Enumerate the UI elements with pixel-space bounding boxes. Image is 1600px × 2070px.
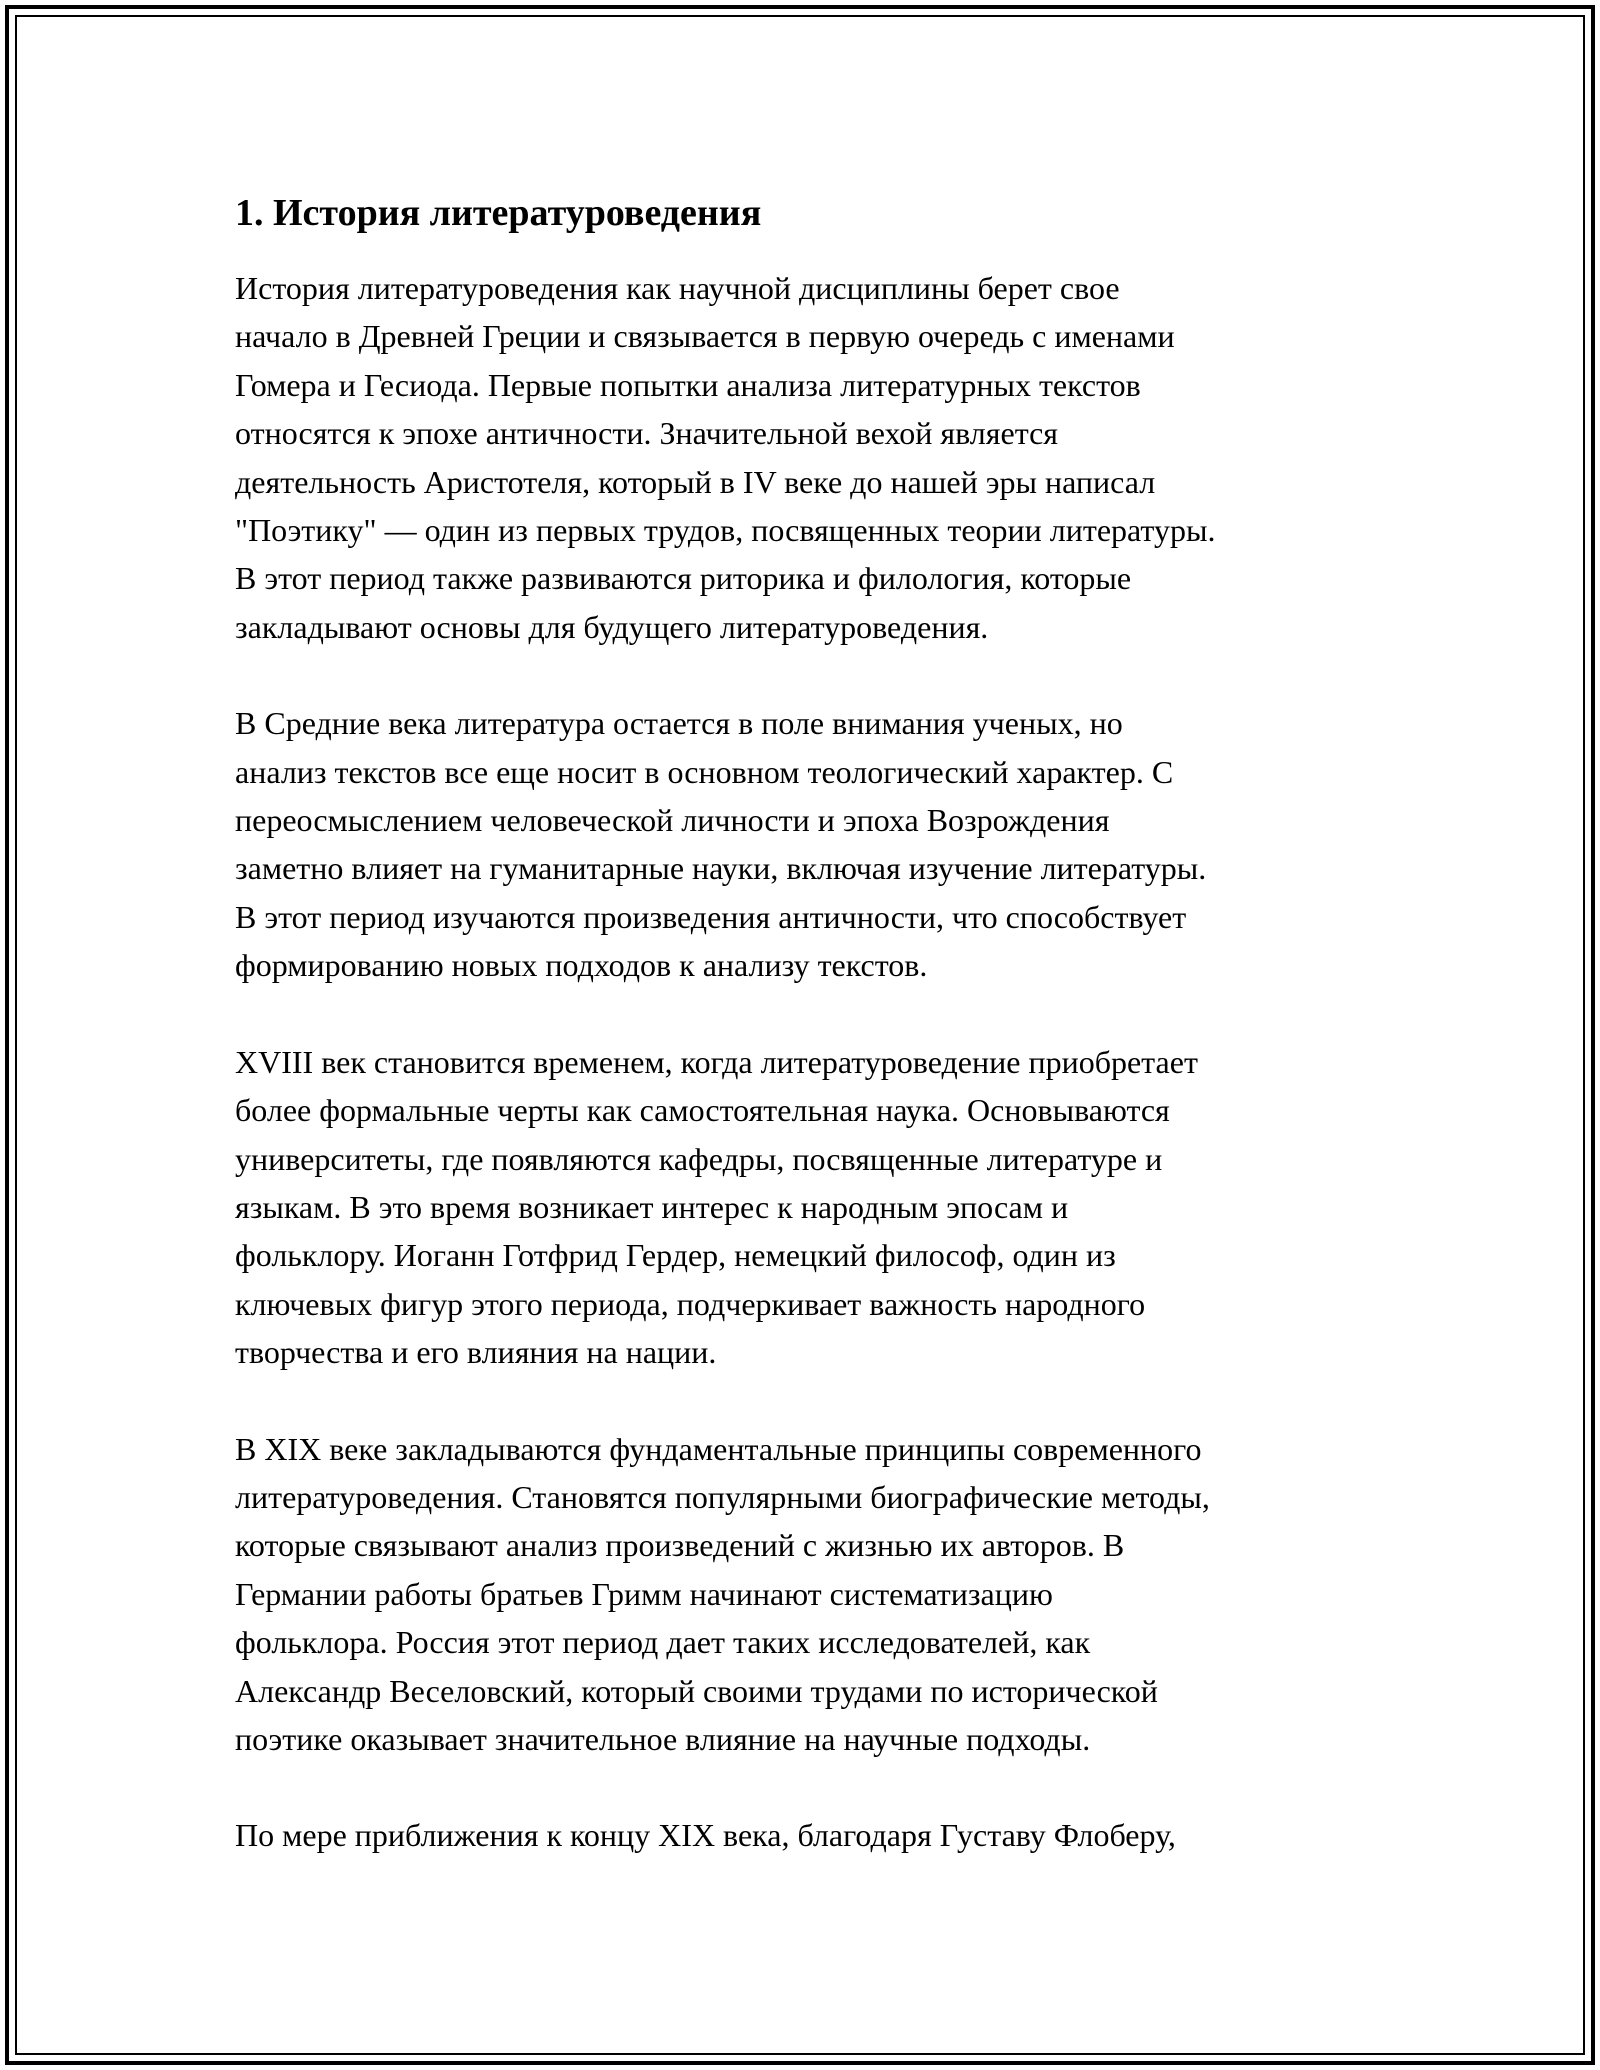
- section-heading: 1. История литературоведения: [235, 192, 762, 234]
- paragraph-middle-ages: В Средние века литература остается в поле внимания ученых, но анализ текстов все еще носит в основном теологический характер. С переосмыслением человеческой личности и эпоха Возрождения заметно влияет на гуманитарные науки, включая изучение литературы. В этот период изучаются произведения античности, что способствует формированию новых подходов к анализу текстов.: [235, 705, 1207, 984]
- paragraph-18th-century: XVIII век становится временем, когда литературоведение приобретает более формальные черты как самостоятельная наука. Основываются университеты, где появляются кафедры, посвященные литературе и языкам. В это время возникает интерес к народным эпосам и фольклору. Иоганн Готфрид Гердер, немецкий философ, один из ключевых фигур этого периода, подчеркивает важность народного творчества и его влияния на нации.: [235, 1043, 1198, 1371]
- paragraph-antiquity: История литературоведения как научной дисциплины берет свое начало в Древней Греции и связывается в первую очередь с именами Гомера и Гесиода. Первые попытки анализа литературных текстов относятся к эпохе античности. Значительной вехой является деятельность Аристотеля, который в IV веке до нашей эры написал "Поэтику" — один из первых трудов, посвященных теории литературы. В этот период также развиваются риторика и филология, которые закладывают основы для будущего литературоведения.: [235, 270, 1216, 645]
- paragraph-late-19th-century: По мере приближения к концу XIX века, благодаря Густаву Флоберу,: [235, 1817, 1176, 1854]
- paragraph-19th-century: В XIX веке закладываются фундаментальные принципы современного литературоведения. Становятся популярными биографические методы, которые связывают анализ произведений с жизнью их авторов. В Германии работы братьев Гримм начинают систематизацию фольклора. Россия этот период дает таких исследователей, как Александр Веселовский, который своими трудами по исторической поэтике оказывает значительное влияние на научные подходы.: [235, 1430, 1210, 1757]
- document-body: [235, 190, 1405, 1860]
